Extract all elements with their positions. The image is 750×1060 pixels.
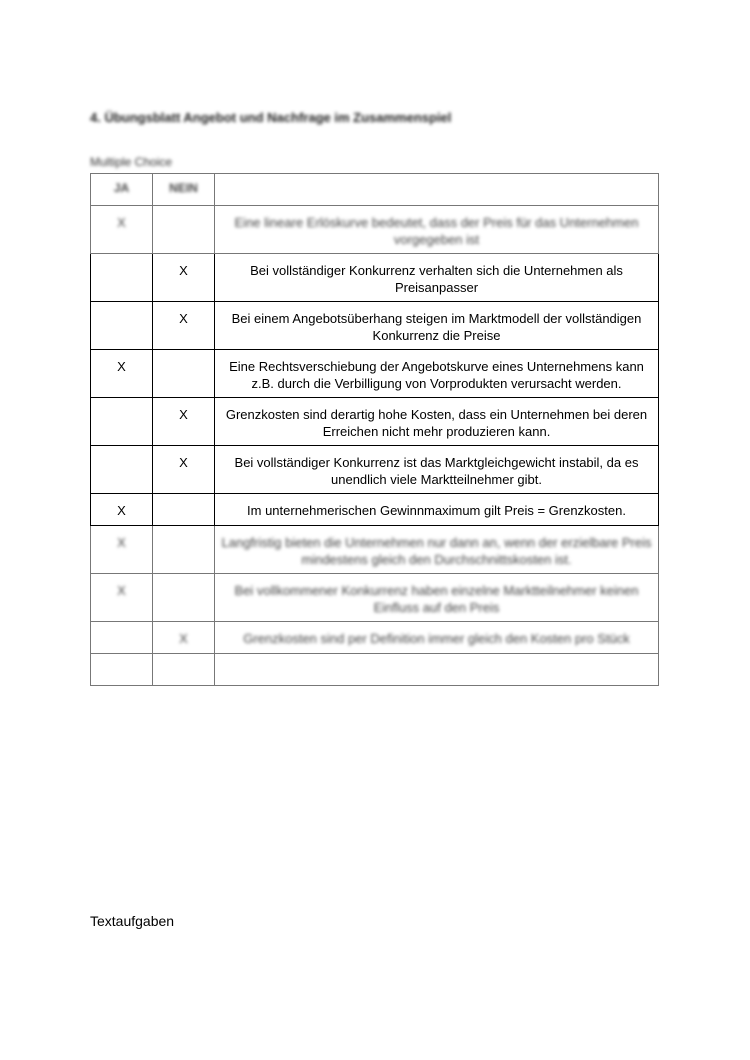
page-title: 4. Übungsblatt Angebot und Nachfrage im Zusammenspiel <box>90 110 452 125</box>
table-row <box>91 494 659 526</box>
nein-cell <box>153 526 215 574</box>
nein-cell <box>153 206 215 254</box>
table-header-row <box>91 174 659 206</box>
statement-cell: Eine lineare Erlöskurve bedeutet, dass der Preis für das Unternehmen vorgegeben ist <box>215 206 659 254</box>
statement-cell: Bei einem Angebotsüberhang steigen im Marktmodell der vollständigen Konkurrenz die Preise <box>215 302 659 350</box>
section-subtitle: Multiple Choice <box>90 155 173 169</box>
table-row <box>91 622 659 654</box>
ja-cell: X <box>91 574 153 622</box>
statement-cell: Langfristig bieten die Unternehmen nur dann an, wenn der erzielbare Preis mindestens gleich den Durchschnittskosten ist. <box>215 526 659 574</box>
ja-cell: X <box>91 206 153 254</box>
nein-cell: X <box>153 622 215 654</box>
ja-cell: X <box>91 526 153 574</box>
ja-cell <box>91 254 153 302</box>
table-row <box>91 526 659 574</box>
nein-cell: X <box>153 398 215 446</box>
ja-cell <box>91 622 153 654</box>
ja-cell: X <box>91 350 153 398</box>
statement-cell: Bei vollständiger Konkurrenz verhalten sich die Unternehmen als Preisanpasser <box>215 254 659 302</box>
column-header-statement <box>215 174 659 206</box>
nein-cell <box>153 574 215 622</box>
table-row <box>91 574 659 622</box>
column-header-ja: JA <box>91 174 153 206</box>
ja-cell: X <box>91 494 153 526</box>
statement-cell: Bei vollständiger Konkurrenz ist das Marktgleichgewicht instabil, da es unendlich viele Marktteilnehmer gibt. <box>215 446 659 494</box>
nein-cell: X <box>153 254 215 302</box>
nein-cell <box>153 654 215 686</box>
nein-cell <box>153 494 215 526</box>
table-row <box>91 350 659 398</box>
multiple-choice-table <box>90 173 659 686</box>
column-header-nein: NEIN <box>153 174 215 206</box>
statement-cell <box>215 654 659 686</box>
section-heading-textaufgaben: Textaufgaben <box>90 913 175 929</box>
nein-cell: X <box>153 302 215 350</box>
table-row <box>91 302 659 350</box>
table-row <box>91 206 659 254</box>
statement-cell: Eine Rechtsverschiebung der Angebotskurve eines Unternehmens kann z.B. durch die Verbilligung von Vorprodukten verursacht werden. <box>215 350 659 398</box>
table-row <box>91 254 659 302</box>
table-row-empty <box>91 654 659 686</box>
ja-cell <box>91 398 153 446</box>
statement-cell: Bei vollkommener Konkurrenz haben einzelne Marktteilnehmer keinen Einfluss auf den Preis <box>215 574 659 622</box>
nein-cell <box>153 350 215 398</box>
table-row <box>91 398 659 446</box>
ja-cell <box>91 302 153 350</box>
statement-cell: Grenzkosten sind derartig hohe Kosten, dass ein Unternehmen bei deren Erreichen nicht mehr produzieren kann. <box>215 398 659 446</box>
statement-cell: Grenzkosten sind per Definition immer gleich den Kosten pro Stück <box>215 622 659 654</box>
nein-cell: X <box>153 446 215 494</box>
table-row <box>91 446 659 494</box>
statement-cell: Im unternehmerischen Gewinnmaximum gilt Preis = Grenzkosten. <box>215 494 659 526</box>
ja-cell <box>91 654 153 686</box>
ja-cell <box>91 446 153 494</box>
